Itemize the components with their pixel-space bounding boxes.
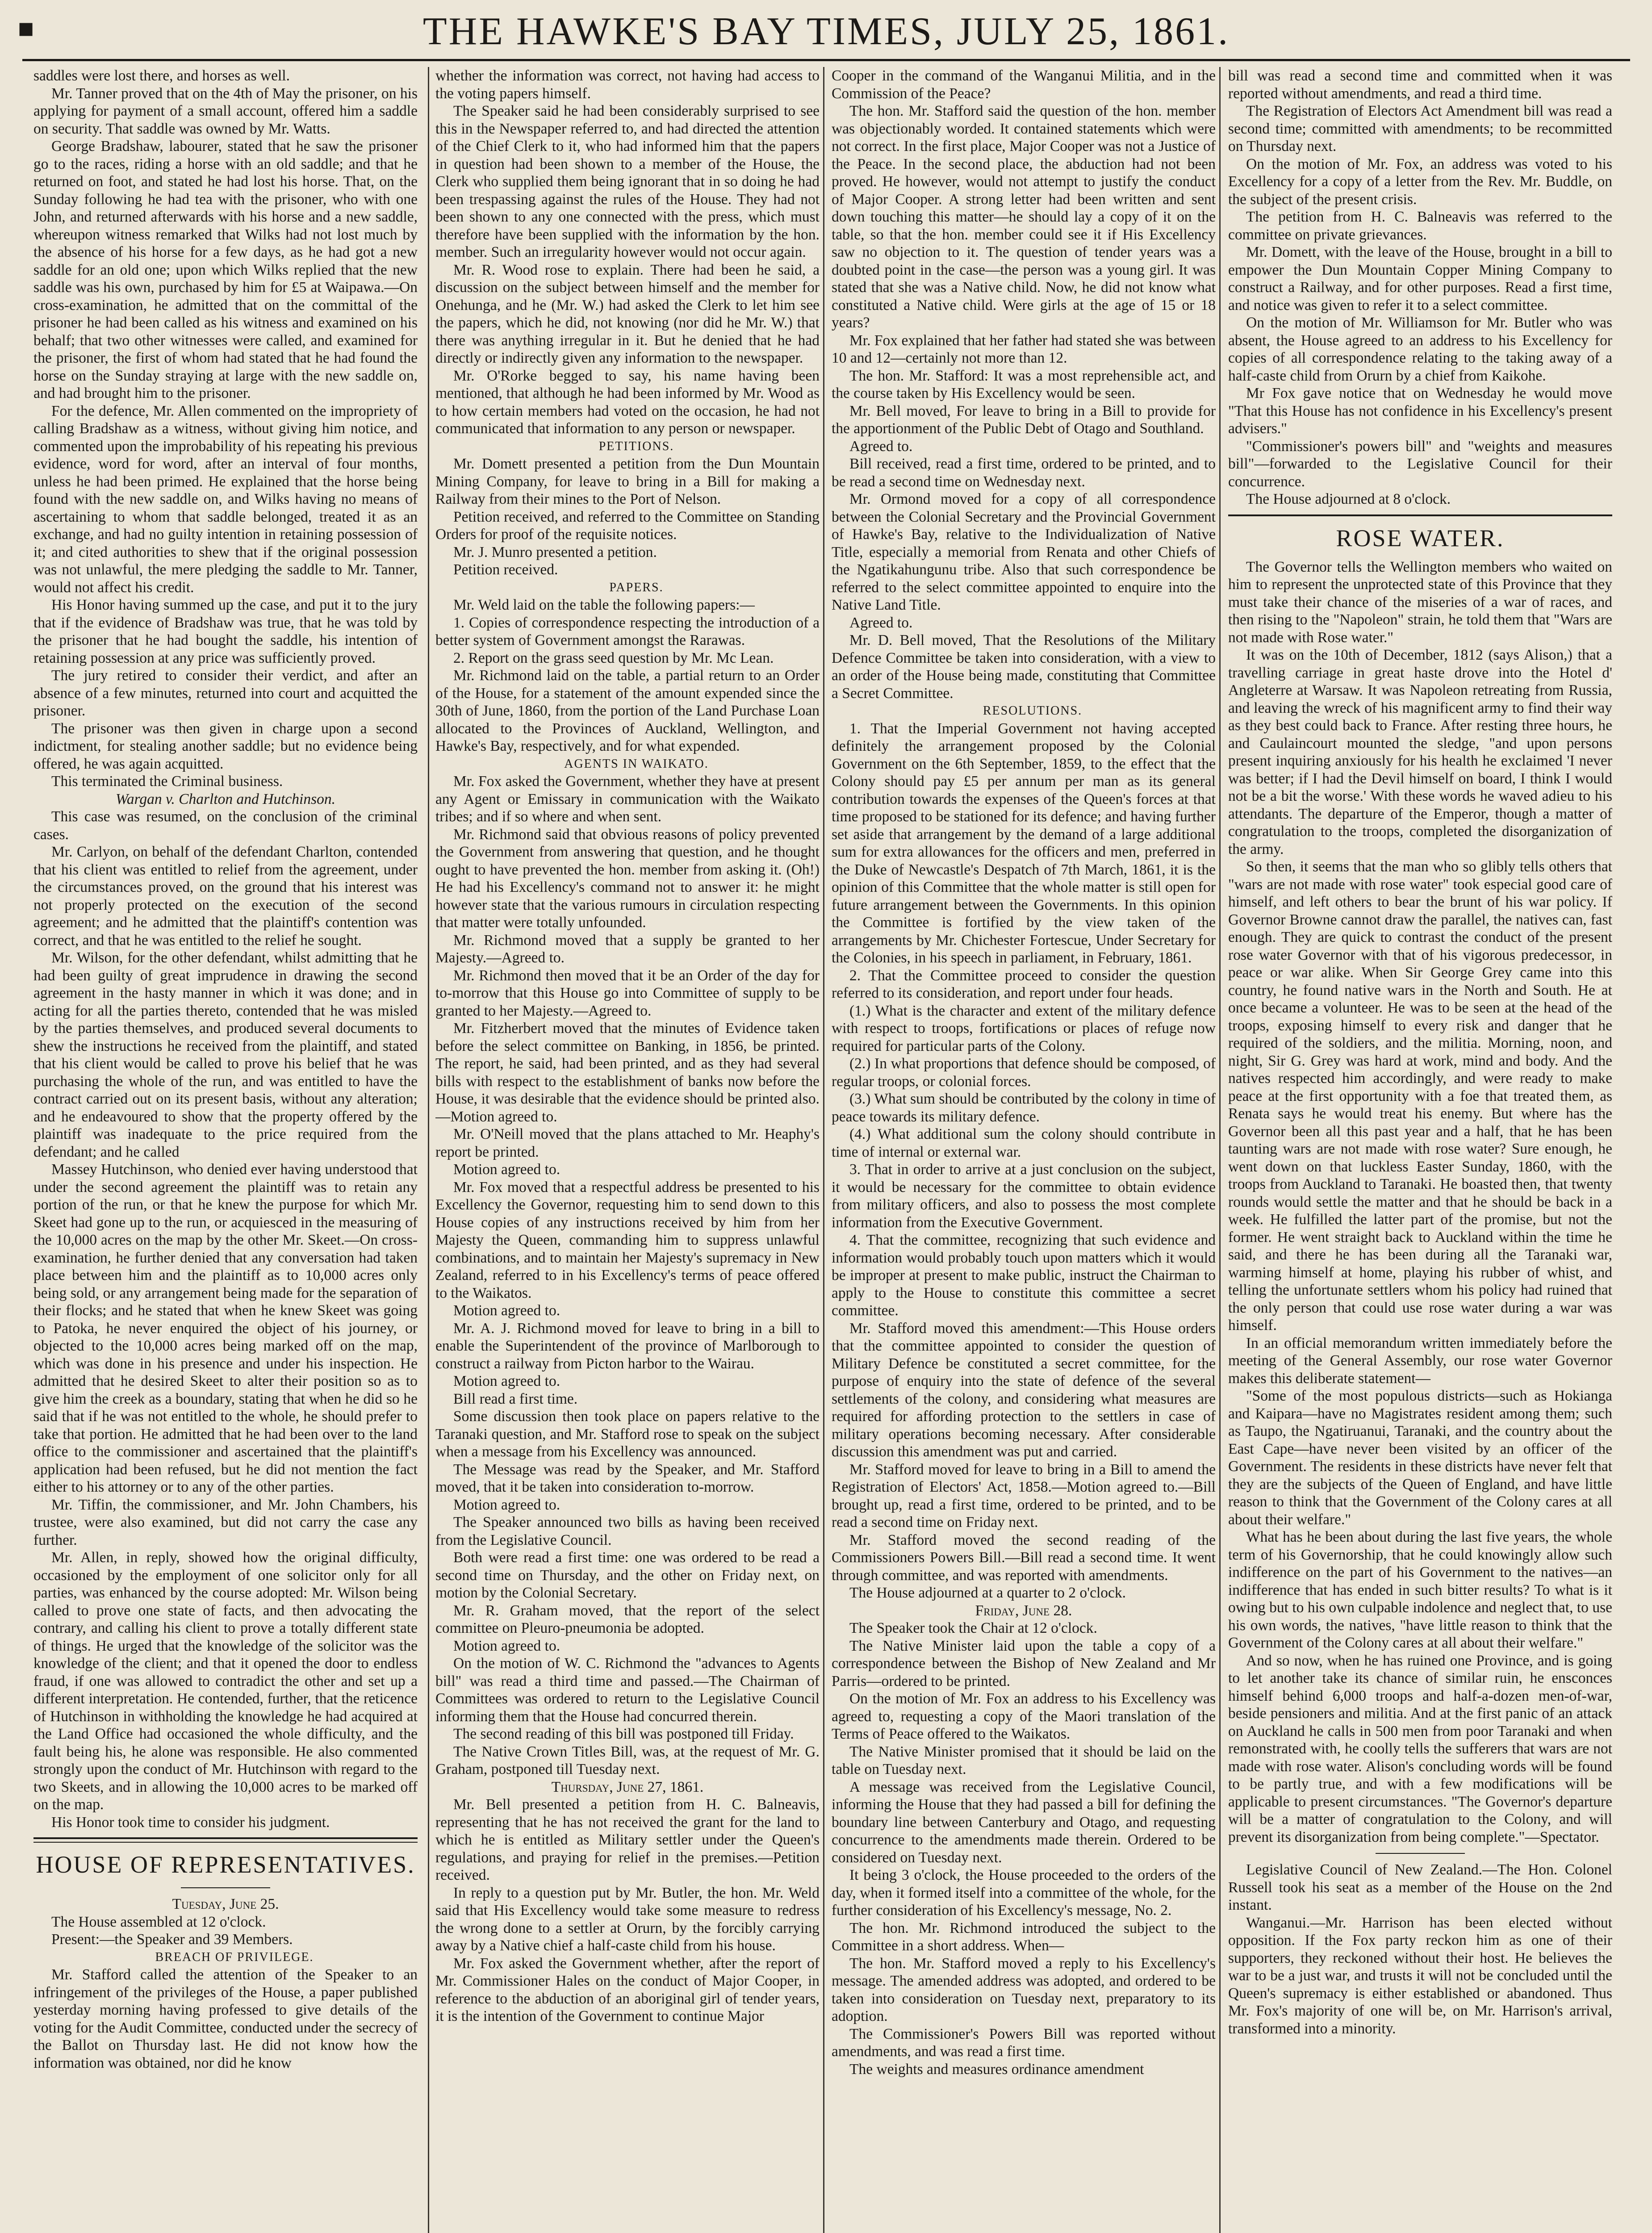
paragraph: saddles were lost there, and horses as well. — [33, 67, 290, 84]
paragraph: Mr. Ormond moved for a copy of all correspondence between the Colonial Secretary and the Provincial Government of Hawke's Bay, relative to the Individualization of Native Title, especially a memorial from Renata and other Chiefs of the Ngatikahungunu tribe. Also that such correspondence be referred to the select committee appointed to enquire into the Native Land Title. — [832, 491, 1216, 613]
section-rule — [33, 1842, 418, 1843]
paragraph: Mr. Bell presented a petition from H. C. Balneavis, representing that he has not received the grant for the land to which he is entitled as Military settler under the Queen's regulations, and praying for relief in the premises.—Petition received. — [435, 1796, 820, 1883]
paragraph: Mr. Stafford moved for leave to bring in a Bill to amend the Registration of Electors' Act, 1858.—Motion agreed to.—Bill brought up, read a first time, ordered to be printed, and to be read a second time on Friday next. — [832, 1461, 1216, 1530]
paragraph: Motion agreed to. — [453, 1373, 560, 1389]
paragraph: Mr. Richmond said that obvious reasons of policy prevented the Government from answering that question, and he thought ought to have prevented the hon. member from asking it. (Oh!) He had his Excellency's command not to answer it: he might however state that the various rumours in circulation respecting that matter were totally unfounded. — [435, 826, 820, 931]
paragraph: The Native Minister promised that it should be laid on the table on Tuesday next. — [832, 1743, 1216, 1777]
paragraph: Mr. Fox asked the Government whether, after the report of Mr. Commissioner Hales on the conduct of Major Cooper, in reference to the abduction of an aboriginal girl of tender years, it is the intention of the Government to continue Major — [435, 1955, 820, 2024]
paragraph: Mr. Tanner proved that on the 4th of May the prisoner, on his applying for payment of a small account, offered him a saddle on security. That saddle was owned by Mr. Watts. — [33, 85, 418, 137]
paragraph: Petition received, and referred to the Committee on Standing Orders for proof of the requisite notices. — [435, 508, 820, 543]
paragraph: The second reading of this bill was postponed till Friday. — [453, 1726, 794, 1742]
section-heading: HOUSE OF REPRESENTATIVES. — [36, 1851, 415, 1878]
paragraph: Wanganui.—Mr. Harrison has been elected without opposition. If the Fox party reckon him as one of their supporters, they reckoned without their host. He believes the war to be a just war, and trusts it will not be concluded until the Queen's supremacy is either established or abandoned. Thus Mr. Fox's majority of one will be, on Mr. Harrison's arrival, transformed into a minority. — [1228, 1914, 1612, 2037]
column-3 — [832, 67, 1216, 2233]
paragraph: Mr Fox gave notice that on Wednesday he would move "That this House has not confidence in his Excellency's present advisers." — [1228, 385, 1612, 437]
paragraph: Agreed to. — [849, 438, 913, 455]
subheading: RESOLUTIONS. — [983, 704, 1083, 718]
paragraph: Mr. Bell moved, For leave to bring in a Bill to provide for the apportionment of the Public Debt of Otago and Southland. — [832, 402, 1216, 437]
paragraph: It being 3 o'clock, the House proceeded to the orders of the day, when it formed itself into a committee of the whole, for the further consideration of his Excellency's message, No. 2. — [832, 1867, 1216, 1919]
date-line: Tuesday, June 25. — [172, 1896, 279, 1912]
paragraph: For the defence, Mr. Allen commented on the impropriety of calling Bradshaw as a witness, without giving him notice, and commented upon the improbability of his repeating his previous evidence, word for word, after an interval of four months, unless he had been primed. He explained that the horse being found with the new saddle on, and Wilks having no means of ascertaining to whom that saddle belonged, treated it as an exchange, and had no guilty intention in retaining possession of it; and cited authorities to shew that if the original possession was not unlawful, the mere pledging the saddle to Mr. Tanner, would not affect his credit. — [33, 402, 418, 596]
paragraph: Mr. R. Wood rose to explain. There had been he said, a discussion on the subject between himself and the member for Onehunga, and he (Mr. W.) had asked the Clerk to let him see the papers, which he did, not knowing (nor did he Mr. W.) that there was anything irregular in it. But he denied that he had directly or indirectly given any information to the newspaper. — [435, 261, 820, 366]
paragraph: A message was received from the Legislative Council, informing the House that they had passed a bill for defining the boundary line between Canterbury and Otago, and requesting concurrence to the amendments made therein. Ordered to be considered on Tuesday next. — [832, 1778, 1216, 1866]
paragraph: Motion agreed to. — [453, 1637, 560, 1654]
paragraph: 4. That the committee, recognizing that such evidence and information would probably touch upon matters which it would be improper at present to make public, instruct the Chairman to apply to the House to constitute this committee a secret committee. — [832, 1232, 1216, 1319]
paragraph: whether the information was correct, not having had access to the voting papers himself. — [435, 67, 820, 102]
paragraph: The hon. Mr. Stafford moved a reply to his Excellency's message. The amended address was adopted, and ordered to be taken into consideration on Tuesday next, preparatory to its adoption. — [832, 1955, 1216, 2024]
paragraph: The hon. Mr. Richmond introduced the subject to the Committee in a short address. When— — [832, 1919, 1216, 1954]
paragraph: Mr. Tiffin, the commissioner, and Mr. John Chambers, his trustee, were also examined, but did not carry the case any further. — [33, 1496, 418, 1548]
section-rule — [1228, 514, 1612, 516]
paragraph: The hon. Mr. Stafford: It was a most reprehensible act, and the course taken by His Excellency would be seen. — [832, 367, 1216, 401]
paragraph: Bill received, read a first time, ordered to be printed, and to be read a second time on Wednesday next. — [832, 456, 1216, 490]
paragraph: It was on the 10th of December, 1812 (says Alison,) that a travelling carriage in great haste drove into the Hotel d' Angleterre at Warsaw. It was Napoleon retreating from Russia, and leaving the wreck of his magnificent army to find their way as they best could back to France. After resting three hours, he and Caulaincourt mounted the sledge, "and upon persons present inquiring anxiously for his health he exclaimed 'I never was better; if I had the Devil himself on board, I think I would not be a bit the worse.' With these words he waved adieu to his attendants. The departure of the Emperor, though a matter of congratulation to the troops, completed the disorganization of the army. — [1228, 647, 1612, 857]
paragraph: Mr. O'Neill moved that the plans attached to Mr. Heaphy's report be printed. — [435, 1126, 820, 1160]
paragraph: The Native Crown Titles Bill, was, at the request of Mr. G. Graham, postponed till Tuesday next. — [435, 1743, 820, 1777]
paragraph: The Commissioner's Powers Bill was reported without amendments, and was read a first time. — [832, 2025, 1216, 2060]
paragraph: The House adjourned at 8 o'clock. — [1246, 491, 1451, 507]
paragraph: And so now, when he has ruined one Province, and is going to let another take its chance of similar ruin, he ensconces himself behind 6,000 troops and half-a-dozen men-of-war, beside pensioners and militia. And at the first panic of an attack on Auckland he calls in 500 men from poor Taranaki and when remonstrated with, he coolly tells the sufferers that wars are not made with rose water. Alison's concluding words will be found to be partly true, and with a few modifications will be applicable to present circumstances. "The Governor's departure will be a matter of congratulation to the Colony, and will prevent its disorganization from being complete."—Spectator. — [1228, 1652, 1612, 1845]
paragraph: (3.) What sum should be contributed by the colony in time of peace towards its military defence. — [832, 1091, 1216, 1125]
paragraph: Motion agreed to. — [453, 1302, 560, 1319]
paragraph: Mr. Stafford moved this amendment:—This House orders that the committee appointed to consider the question of Military Defence be constituted a secret committee, for the purpose of enquiry into the state of defence of the several settlements of the colony, and considering what measures are required for affording protection to the settlers in case of military operations becoming necessary. After considerable discussion this amendment was put and carried. — [832, 1320, 1216, 1460]
date-line: Friday, June 28. — [975, 1602, 1072, 1619]
paragraph: On the motion of W. C. Richmond the "advances to Agents bill" was read a third time and passed.—The Chairman of Committees was ordered to return to the Legislative Council informing them that the House had concurred therein. — [435, 1655, 820, 1725]
paragraph: Mr. Weld laid on the table the following papers:— — [453, 597, 755, 613]
paragraph: (4.) What additional sum the colony should contribute in time of internal or external war. — [832, 1126, 1216, 1160]
paragraph: 1. Copies of correspondence respecting the introduction of a better system of Government amongst the Rarawas. — [435, 614, 820, 648]
paragraph: Mr. Wilson, for the other defendant, whilst admitting that he had been guilty of great imprudence in drawing the second agreement in the hasty manner in which it was done; and in acting for all the parties thereto, contended that he was misled by the parties themselves, and produced several documents to shew the instructions he received from the plaintiff, and stated that his client would be called to prove his belief that he was purchasing the whole of the run, and was entitled to have the contract carried out on its present basis, without any alteration; and he endeavoured to show that the property offered by the plaintiff was inadequate to the price required from the defendant; and he called — [33, 949, 418, 1160]
paragraph: Mr. Stafford called the attention of the Speaker to an infringement of the privileges of the House, a paper published yesterday morning having professed to give details of the voting for the Audit Committee, conducted under the secrecy of the Ballot on Thursday last. He did not know how the information was obtained, nor did he know — [33, 1966, 418, 2071]
paragraph: Legislative Council of New Zealand.—The Hon. Colonel Russell took his seat as a member of the House on the 2nd instant. — [1228, 1861, 1612, 1913]
short-rule — [181, 1887, 270, 1888]
short-rule — [1376, 1853, 1465, 1854]
paragraph: Mr. Fitzherbert moved that the minutes of Evidence taken before the select committee on Banking, in 1856, be printed. The report, he said, had been printed, and as they had several bills with respect to the establishment of banks now before the House, it was desirable that the evidence should be printed also.—Motion agreed to. — [435, 1020, 820, 1125]
paragraph: On the motion of Mr. Fox an address to his Excellency was agreed to, requesting a copy of the Maori translation of the Terms of Peace offered to the Waikatos. — [832, 1690, 1216, 1742]
subheading: PAPERS. — [609, 580, 664, 594]
paragraph: The jury retired to consider their verdict, and after an absence of a few minutes, returned into court and acquitted the prisoner. — [33, 667, 418, 719]
paragraph: On the motion of Mr. Fox, an address was voted to his Excellency for a copy of a letter from the Rev. Mr. Buddle, on the subject of the present crisis. — [1228, 155, 1612, 208]
paragraph: Motion agreed to. — [453, 1161, 560, 1178]
paragraph: Petition received. — [453, 561, 558, 578]
column-divider — [823, 67, 824, 2233]
paragraph: Present:—the Speaker and 39 Members. — [51, 1931, 293, 1948]
masthead-title: THE HAWKE'S BAY TIMES, JULY 25, 1861. — [422, 10, 1230, 53]
paragraph: Mr. Fox explained that her father had stated she was between 10 and 12—certainly not more than 12. — [832, 332, 1216, 366]
paragraph: This case was resumed, on the conclusion of the criminal cases. — [33, 808, 418, 843]
paragraph: Both were read a first time: one was ordered to be read a second time on Thursday, and the other on Friday next, on motion by the Colonial Secretary. — [435, 1549, 820, 1601]
paragraph: Mr. Allen, in reply, showed how the original difficulty, occasioned by the employment of one solicitor only for all parties, was enhanced by the course adopted: Mr. Wilson being called to prove one state of facts, and then advocating the contrary, and calling his client to prove a totally different state of things. He urged that the knowledge of the solicitor was the knowledge of the client; and that it opened the door to endless fraud, if one was allowed to contradict the other and set up a different interpretation. He contended, further, that the reticence of Hutchinson in withholding the knowledge he had acquired at the Land Office had occasioned the whole difficulty, and the fault being his, he alone was responsible. He also commented strongly upon the conduct of Mr. Hutchinson with regard to the two Skeets, and in allowing the 10,000 acres to be marked off on the map. — [33, 1549, 418, 1813]
subheading: AGENTS IN WAIKATO. — [564, 757, 709, 771]
paragraph: Bill read a first time. — [453, 1390, 578, 1407]
paragraph: The Speaker said he had been considerably surprised to see this in the Newspaper referred to, and had directed the attention of the Chief Clerk to it, who had informed him that the papers in question had been shown to a member of the House, the Clerk who supplied them being ignorant that in so doing he had been trespassing against the rules of the House. They had not been shown to any one connected with the press, which must therefore have been supplied with the information by the hon. member. Such an irregularity however would not occur again. — [435, 103, 820, 260]
paragraph: The Message was read by the Speaker, and Mr. Stafford moved, that it be taken into consideration to-morrow. — [435, 1461, 820, 1495]
paragraph: "Some of the most populous districts—such as Hokianga and Kaipara—have no Magistrates resident among them; such as Taupo, the Ngatiruanui, Taranaki, and the country about the East Cape—have never been visited by an officer of the Government. The residents in these districts have never felt that they are the subjects of the Queen of England, and have little reason to think that the Government of the Colony cares at all about their welfare." — [1228, 1388, 1612, 1528]
paragraph: His Honor having summed up the case, and put it to the jury that if the evidence of Bradshaw was true, that he was told by the prisoner that he had bought the saddle, his intention of retaining possession at any price was sufficiently proved. — [33, 597, 418, 666]
paragraph: The Speaker took the Chair at 12 o'clock. — [849, 1620, 1097, 1636]
paragraph: bill was read a second time and committed when it was reported without amendments, and read a third time. — [1228, 67, 1612, 102]
paragraph: The Governor tells the Wellington members who waited on him to represent the unprotected state of this Province that they must take their chance of the miseries of a war of races, and then rising to the "Napoleon" strain, he told them that "Wars are not made with Rose water." — [1228, 558, 1612, 646]
date-line: Thursday, June 27, 1861. — [551, 1778, 704, 1795]
paragraph: Mr. Domett, with the leave of the House, brought in a bill to empower the Dun Mountain Copper Mining Company to construct a Railway, and for other purposes. Read a first time, and notice was given to refer it to a select committee. — [1228, 244, 1612, 314]
paragraph: (2.) In what proportions that defence should be composed, of regular troops, or colonial forces. — [832, 1055, 1216, 1090]
section-heading: ROSE WATER. — [1336, 524, 1505, 552]
paragraph: (1.) What is the character and extent of the military defence with respect to troops, fortifications or places of refuge now required for particular parts of the Colony. — [832, 1002, 1216, 1054]
paragraph: Mr. O'Rorke begged to say, his name having been mentioned, that although he had been informed by Mr. Wood as to how certain members had voted on the occasion, he had not communicated that information to any person or newspaper. — [435, 367, 820, 437]
paragraph: On the motion of Mr. Williamson for Mr. Butler who was absent, the House agreed to an address to his Excellency for copies of all correspondence relating to the taking away of a half-caste child from Orurn by a chief from Kaikohe. — [1228, 314, 1612, 384]
paragraph: The prisoner was then given in charge upon a second indictment, for stealing another saddle; but no evidence being offered, he was again acquitted. — [33, 720, 418, 772]
paragraph: Mr. J. Munro presented a petition. — [453, 544, 657, 560]
paragraph: Mr. Richmond then moved that it be an Order of the day for to-morrow that this House go into Committee of supply to be granted to her Majesty.—Agreed to. — [435, 967, 820, 1019]
paragraph: 1. That the Imperial Government not having accepted definitely the arrangement proposed by the Colonial Government on the 6th September, 1859, to the effect that the Colony should pay £5 per annum per man as its general contribution towards the expenses of the Queen's forces at that time proposed to be stationed for its defence; and having further set aside that arrangement by the demand of a large additional sum for extra allowances for the officers and men, preferred in the Duke of Newcastle's Despatch of 7th March, 1861, it is the opinion of this Committee that the whole matter is still open for future arrangement between the Governments. In this opinion the Committee is fortified by the view taken of the arrangements by Mr. Chichester Fortescue, Under Secretary for the Colonies, in his speech in parliament, in February, 1861. — [832, 720, 1216, 966]
subheading: BREACH OF PRIVILEGE. — [155, 1950, 314, 1964]
column-divider — [1219, 67, 1221, 2233]
paragraph: In reply to a question put by Mr. Butler, the hon. Mr. Weld said that His Excellency would take some measure to redress the wrong done to a settler at Orurn, by the forcibly carrying away by a Native chief a half-caste child from his house. — [435, 1884, 820, 1954]
paragraph: The House adjourned at a quarter to 2 o'clock. — [849, 1585, 1126, 1601]
paragraph: Cooper in the command of the Wanganui Militia, and in the Commission of the Peace? — [832, 67, 1216, 102]
column-4 — [1228, 67, 1612, 2233]
paragraph: "Commissioner's powers bill" and "weights and measures bill"—forwarded to the Legislative Council for their concurrence. — [1228, 438, 1612, 490]
case-title: Wargan v. Charlton and Hutchinson. — [116, 790, 335, 807]
paragraph: The Registration of Electors Act Amendment bill was read a second time; committed with amendments; to be recommitted on Thursday next. — [1228, 103, 1612, 155]
section-rule — [33, 1837, 418, 1839]
paragraph: So then, it seems that the man who so glibly tells others that "wars are not made with rose water" took especial good care of himself, and left others to bear the brunt of his war policy. If Governor Browne cannot draw the parallel, the natives can, fast enough. They are quick to contrast the conduct of the present rose water Governor with that of his vigorous predecessor, in peace or war alike. When Sir George Grey came into this country, he found native wars in the North and South. He at once became a volunteer. He was to be seen at the head of the troops, exposing himself to every risk and danger that he required of the soldiers, and the militia. Morning, noon, and night, Sir G. Grey was hard at work, mind and body. And the natives respected him accordingly, and were ready to make peace at the first opportunity with a foe that treated them, as Renata says he would treat his enemy. But where has the Governor been all this past year and a half, that he has been taunting wars are not made with rose water? Sure enough, he went down on that luckless Easter Sunday, 1860, with the troops from Auckland to Taranaki. He boasted then, that twenty rounds would settle the matter and that he should be back in a week. He fulfilled the latter part of the promise, but not the former. He went straight back to Auckland within the time he said, and there he has been during all the Taranaki war, warming himself at home, playing his rubber of whist, and telling the unfortunate settlers whom his policy had ruined that the only person that could use rose water during a war was himself. — [1228, 858, 1612, 1334]
paragraph: The petition from H. C. Balneavis was referred to the committee on private grievances. — [1228, 209, 1612, 243]
paragraph: 2. Report on the grass seed question by Mr. Mc Lean. — [453, 649, 774, 666]
paragraph: Mr. Richmond moved that a supply be granted to her Majesty.—Agreed to. — [435, 932, 820, 966]
paragraph: The weights and measures ordinance amendment — [849, 2061, 1144, 2078]
paragraph: What has he been about during the last five years, the whole term of his Governorship, that he could knowingly allow such indifference on the part of his Government to the natives—an indifference that has ended in such bitter results? To what is it owing but to his own culpable indolence and neglect that, to use his own words, the natives, "have little reason to think that the Government of the Colony cares at all about their welfare." — [1228, 1529, 1612, 1651]
paragraph: Mr. Richmond laid on the table, a partial return to an Order of the House, for a statement of the amount expended since the 30th of June, 1860, from the portion of the Land Purchase Loan allocated to the Provinces of Auckland, Wellington, and Hawke's Bay, respectively, and for what expended. — [435, 667, 820, 754]
paragraph: Mr. Stafford moved the second reading of the Commissioners Powers Bill.—Bill read a second time. It went through committee, and was reported with amendments. — [832, 1531, 1216, 1584]
paragraph: This terminated the Criminal business. — [51, 773, 283, 790]
paragraph: The hon. Mr. Stafford said the question of the hon. member was objectionably worded. It contained statements which were not correct. In the first place, Major Cooper was not a Justice of the Peace. In the second place, the abduction had not been proved. He however, would not attempt to justify the conduct of Major Cooper. A strong letter had been written and sent down touching this matter—he should lay a copy of it on the table, so that the hon. member could see it if His Excellency saw no objection to it. The question of tender years was a doubted point in the case—the person was a young girl. It was stated that she was a Native child. Now, he did not know what constituted a Native child. Were girls at the age of 15 or 18 years? — [832, 103, 1216, 331]
column-2 — [435, 67, 820, 2233]
paragraph: Mr. R. Graham moved, that the report of the select committee on Pleuro-pneumonia be adopted. — [435, 1602, 820, 1636]
paragraph: His Honor took time to consider his judgment. — [51, 1814, 330, 1831]
column-divider — [428, 67, 429, 2233]
paragraph: Massey Hutchinson, who denied ever having understood that under the second agreement the plaintiff was to retain any portion of the run, or that he knew the purpose for which Mr. Skeet had gone up to the run, or acquiesced in the measuring of the 10,000 acres on the map by the other Mr. Skeet.—On cross-examination, he further denied that any conversation had taken place between him and the plaintiff as to 10,000 acres only being sold, or any arrangement being made for the separation of their flocks; and he stated that when he knew Skeet was going to Patoka, he never enquired the object of his journey, or objected to the 10,000 acres being marked off on the map, which was done in his presence and under his inspection. He admitted that he desired Skeet to alter their position so as to give him the creek as a boundary, stating that when he did so he said that if he was not entitled to the whole, he should prefer to take that portion. He admitted that he had been over to the land office to the commissioner and ascertained that the plaintiff's application had been refused, but he did not mention the fact either to his attorney or to any of the other parties. — [33, 1161, 418, 1495]
paragraph: Motion agreed to. — [453, 1496, 560, 1513]
paragraph: George Bradshaw, labourer, stated that he saw the prisoner go to the races, riding a horse with an old saddle; and that he returned on foot, and stated he had lost his horse. That, on the Sunday following he had tea with the prisoner, who with one John, and returned afterwards with his horse and a new saddle, whereupon witness remarked that Wilks had not lost much by the absence of his horse for a few days, as he had got a new saddle for an old one; upon which Wilks replied that the new saddle was his own, purchased by him for £5 at Waipawa.—On cross-examination, he admitted that on the committal of the prisoner he had been called as his witness and examined on his behalf; that two other witnesses were called, and examined for the prisoner, the first of whom had stated that he had found the horse on the Sunday straying at large with the new saddle on, and had brought him to the prisoner. — [33, 138, 418, 401]
paragraph: Mr. Fox asked the Government, whether they have at present any Agent or Emissary in communication with the Waikato tribes; and if so where and when sent. — [435, 773, 820, 825]
paragraph: Agreed to. — [849, 614, 913, 631]
column-1 — [33, 67, 418, 2233]
paragraph: Mr. Fox moved that a respectful address be presented to his Excellency the Governor, requesting him to send down to this House copies of any instructions received by him from her Majesty the Queen, commanding him to suppress unlawful combinations, and to maintain her Majesty's supremacy in New Zealand, referred to in his Excellency's terms of peace offered to the Waikatos. — [435, 1179, 820, 1301]
paragraph: Mr. A. J. Richmond moved for leave to bring in a bill to enable the Superintendent of the province of Marlborough to construct a railway from Picton harbor to the Wairau. — [435, 1320, 820, 1372]
paragraph: Mr. Domett presented a petition from the Dun Mountain Mining Company, for leave to bring in a Bill for making a Railway from their mines to the Port of Nelson. — [435, 456, 820, 507]
paragraph: In an official memorandum written immediately before the meeting of the General Assembly, our rose water Governor makes this deliberate statement— — [1228, 1334, 1612, 1387]
paragraph: 3. That in order to arrive at a just conclusion on the subject, it would be necessary for the committee to obtain evidence from military officers, and also to possess the most complete information from the Executive Government. — [832, 1161, 1216, 1231]
paragraph: Some discussion then took place on papers relative to the Taranaki question, and Mr. Stafford rose to speak on the subject when a message from his Excellency was announced. — [435, 1408, 820, 1460]
subheading: PETITIONS. — [598, 439, 674, 453]
paragraph: The Native Minister laid upon the table a copy of a correspondence between the Bishop of New Zealand and Mr Parris—ordered to be printed. — [832, 1637, 1216, 1689]
paragraph: 2. That the Committee proceed to consider the question referred to its consideration, and report under four heads. — [832, 967, 1216, 1001]
corner-mark-icon: ■ — [18, 14, 34, 43]
paragraph: Mr. Carlyon, on behalf of the defendant Charlton, contended that his client was entitled to relief from the agreement, under the circumstances proved, on the ground that his interest was not properly protected on the execution of the second agreement; and he admitted that the plaintiff's contention was correct, and that he was entitled to the relief he sought. — [33, 844, 418, 949]
paragraph: The Speaker announced two bills as having been received from the Legislative Council. — [435, 1514, 820, 1548]
paragraph: Mr. D. Bell moved, That the Resolutions of the Military Defence Committee be taken into consideration, with a view to an order of the House being made, constituting that Committee a Secret Committee. — [832, 632, 1216, 702]
paragraph: The House assembled at 12 o'clock. — [51, 1913, 266, 1930]
masthead-rule — [22, 59, 1630, 61]
